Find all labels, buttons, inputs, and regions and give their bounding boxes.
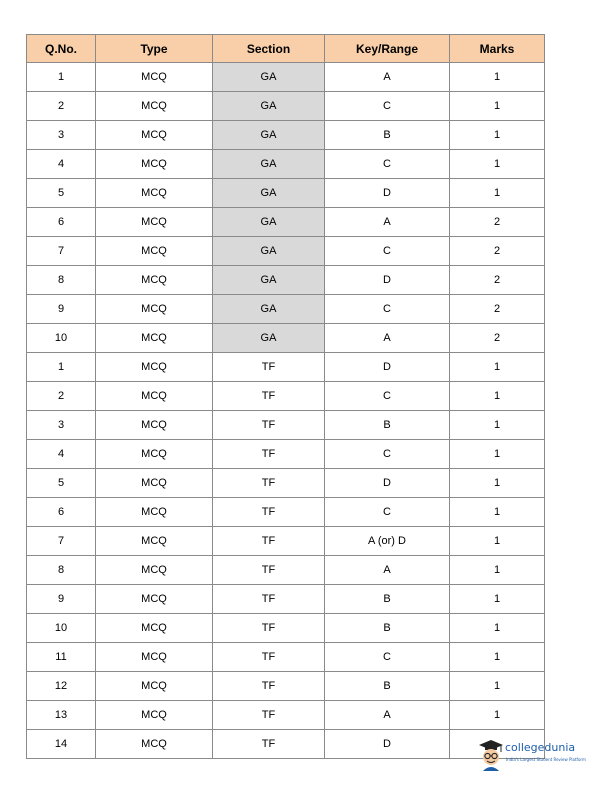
cell-marks: 2 xyxy=(450,266,545,295)
cell-type: MCQ xyxy=(96,411,213,440)
cell-section: GA xyxy=(213,266,325,295)
cell-type: MCQ xyxy=(96,92,213,121)
table-row xyxy=(27,382,545,411)
logo-tagline: India's Largest Student Review Platform xyxy=(506,757,586,762)
cell-qno: 4 xyxy=(27,150,96,179)
cell-marks: 1 xyxy=(450,179,545,208)
cell-section: TF xyxy=(213,614,325,643)
cell-section: GA xyxy=(213,208,325,237)
table-row xyxy=(27,527,545,556)
cell-type: MCQ xyxy=(96,672,213,701)
answer-key-sheet xyxy=(26,34,544,759)
cell-key: A xyxy=(325,63,450,92)
cell-section: TF xyxy=(213,701,325,730)
cell-section: GA xyxy=(213,150,325,179)
cell-section: GA xyxy=(213,324,325,353)
cell-type: MCQ xyxy=(96,701,213,730)
table-row xyxy=(27,208,545,237)
cell-section: TF xyxy=(213,556,325,585)
cell-section: GA xyxy=(213,179,325,208)
cell-type: MCQ xyxy=(96,585,213,614)
cell-section: GA xyxy=(213,92,325,121)
cell-key: C xyxy=(325,237,450,266)
cell-section: TF xyxy=(213,440,325,469)
cell-marks: 1 xyxy=(450,498,545,527)
cell-qno: 10 xyxy=(27,324,96,353)
cell-type: MCQ xyxy=(96,295,213,324)
table-body xyxy=(27,63,545,759)
graduate-mascot-icon xyxy=(478,738,504,772)
cell-type: MCQ xyxy=(96,556,213,585)
cell-type: MCQ xyxy=(96,469,213,498)
cell-key: B xyxy=(325,411,450,440)
table-row xyxy=(27,179,545,208)
logo-brand-text: collegedunia xyxy=(505,741,576,754)
cell-key: D xyxy=(325,730,450,759)
cell-section: GA xyxy=(213,121,325,150)
table-row xyxy=(27,121,545,150)
header-section: Section xyxy=(213,35,325,63)
cell-marks: 1 xyxy=(450,527,545,556)
table-row xyxy=(27,643,545,672)
cell-qno: 8 xyxy=(27,556,96,585)
cell-key: C xyxy=(325,643,450,672)
cell-qno: 4 xyxy=(27,440,96,469)
cell-qno: 9 xyxy=(27,295,96,324)
cell-type: MCQ xyxy=(96,498,213,527)
cell-type: MCQ xyxy=(96,643,213,672)
cell-key: D xyxy=(325,266,450,295)
cell-qno: 3 xyxy=(27,121,96,150)
table-row xyxy=(27,411,545,440)
table-row xyxy=(27,266,545,295)
cell-type: MCQ xyxy=(96,208,213,237)
cell-marks: 1 xyxy=(450,411,545,440)
cell-qno: 13 xyxy=(27,701,96,730)
cell-key: B xyxy=(325,121,450,150)
cell-type: MCQ xyxy=(96,179,213,208)
cell-key: C xyxy=(325,150,450,179)
cell-section: TF xyxy=(213,730,325,759)
table-row xyxy=(27,237,545,266)
table-row xyxy=(27,295,545,324)
cell-marks: 1 xyxy=(450,701,545,730)
table-row xyxy=(27,701,545,730)
table-row xyxy=(27,585,545,614)
cell-qno: 12 xyxy=(27,672,96,701)
cell-key: C xyxy=(325,382,450,411)
answer-key-table xyxy=(26,34,545,759)
cell-marks: 1 xyxy=(450,63,545,92)
cell-qno: 9 xyxy=(27,585,96,614)
header-qno: Q.No. xyxy=(27,35,96,63)
cell-section: TF xyxy=(213,672,325,701)
cell-key: C xyxy=(325,498,450,527)
cell-section: TF xyxy=(213,469,325,498)
cell-key: B xyxy=(325,672,450,701)
cell-type: MCQ xyxy=(96,237,213,266)
cell-key: A xyxy=(325,324,450,353)
cell-qno: 2 xyxy=(27,382,96,411)
table-row xyxy=(27,614,545,643)
cell-type: MCQ xyxy=(96,63,213,92)
table-row xyxy=(27,353,545,382)
cell-section: TF xyxy=(213,527,325,556)
table-row xyxy=(27,63,545,92)
table-row xyxy=(27,730,545,759)
cell-qno: 10 xyxy=(27,614,96,643)
cell-qno: 7 xyxy=(27,527,96,556)
cell-type: MCQ xyxy=(96,150,213,179)
table-row xyxy=(27,498,545,527)
table-row xyxy=(27,150,545,179)
cell-type: MCQ xyxy=(96,614,213,643)
cell-qno: 2 xyxy=(27,92,96,121)
cell-type: MCQ xyxy=(96,382,213,411)
cell-section: TF xyxy=(213,643,325,672)
cell-type: MCQ xyxy=(96,121,213,150)
cell-type: MCQ xyxy=(96,266,213,295)
cell-marks: 1 xyxy=(450,614,545,643)
cell-marks: 1 xyxy=(450,382,545,411)
cell-type: MCQ xyxy=(96,527,213,556)
cell-qno: 6 xyxy=(27,208,96,237)
cell-section: TF xyxy=(213,585,325,614)
cell-qno: 6 xyxy=(27,498,96,527)
header-row xyxy=(27,35,545,63)
cell-type: MCQ xyxy=(96,324,213,353)
header-marks: Marks xyxy=(450,35,545,63)
cell-key: A (or) D xyxy=(325,527,450,556)
cell-marks: 1 xyxy=(450,556,545,585)
cell-section: TF xyxy=(213,411,325,440)
cell-qno: 8 xyxy=(27,266,96,295)
cell-key: D xyxy=(325,469,450,498)
cell-marks: 1 xyxy=(450,672,545,701)
cell-section: GA xyxy=(213,237,325,266)
cell-key: C xyxy=(325,92,450,121)
cell-qno: 5 xyxy=(27,179,96,208)
collegedunia-logo xyxy=(478,736,612,776)
cell-section: GA xyxy=(213,63,325,92)
cell-qno: 3 xyxy=(27,411,96,440)
cell-type: MCQ xyxy=(96,353,213,382)
header-type: Type xyxy=(96,35,213,63)
cell-marks: 2 xyxy=(450,237,545,266)
cell-key: D xyxy=(325,179,450,208)
cell-qno: 14 xyxy=(27,730,96,759)
cell-key: A xyxy=(325,556,450,585)
cell-key: B xyxy=(325,585,450,614)
cell-qno: 5 xyxy=(27,469,96,498)
cell-qno: 1 xyxy=(27,63,96,92)
cell-marks: 1 xyxy=(450,121,545,150)
cell-qno: 11 xyxy=(27,643,96,672)
cell-marks: 2 xyxy=(450,324,545,353)
cell-section: GA xyxy=(213,295,325,324)
table-row xyxy=(27,92,545,121)
table-row xyxy=(27,324,545,353)
cell-section: TF xyxy=(213,382,325,411)
cell-marks: 1 xyxy=(450,643,545,672)
cell-marks: 1 xyxy=(450,440,545,469)
cell-section: TF xyxy=(213,498,325,527)
cell-marks: 1 xyxy=(450,353,545,382)
cell-key: A xyxy=(325,701,450,730)
cell-marks: 2 xyxy=(450,208,545,237)
cell-marks: 1 xyxy=(450,469,545,498)
cell-key: B xyxy=(325,614,450,643)
cell-type: MCQ xyxy=(96,730,213,759)
cell-key: D xyxy=(325,353,450,382)
cell-type: MCQ xyxy=(96,440,213,469)
cell-marks: 2 xyxy=(450,295,545,324)
cell-marks: 1 xyxy=(450,92,545,121)
cell-qno: 1 xyxy=(27,353,96,382)
cell-marks: 1 xyxy=(450,150,545,179)
cell-marks: 1 xyxy=(450,585,545,614)
table-row xyxy=(27,469,545,498)
table-row xyxy=(27,440,545,469)
cell-qno: 7 xyxy=(27,237,96,266)
header-key-range: Key/Range xyxy=(325,35,450,63)
cell-key: A xyxy=(325,208,450,237)
cell-section: TF xyxy=(213,353,325,382)
cell-key: C xyxy=(325,440,450,469)
table-row xyxy=(27,672,545,701)
cell-key: C xyxy=(325,295,450,324)
table-row xyxy=(27,556,545,585)
